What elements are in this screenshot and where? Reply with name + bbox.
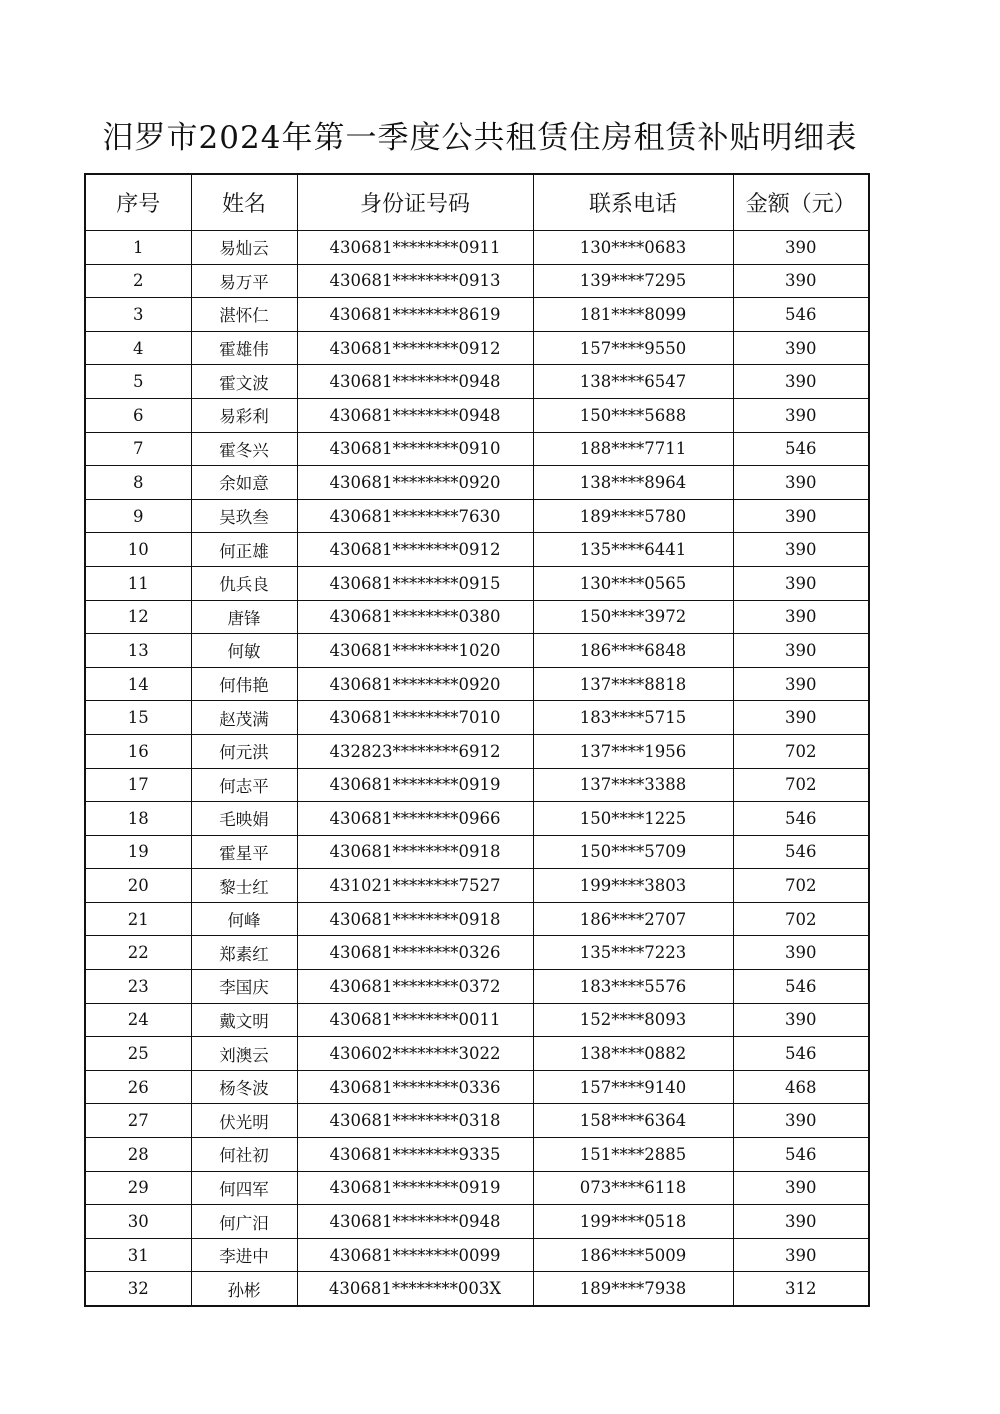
cell-amount: 390 [733, 667, 869, 701]
cell-amount: 390 [733, 331, 869, 365]
cell-name: 易彩利 [191, 398, 297, 432]
cell-amount: 390 [733, 231, 869, 265]
cell-id: 430681********0919 [297, 1171, 533, 1205]
cell-no: 13 [85, 634, 191, 668]
cell-id: 430681********0918 [297, 902, 533, 936]
table-row [85, 566, 869, 600]
table-row [85, 1104, 869, 1138]
cell-phone: 152****8093 [533, 1003, 733, 1037]
cell-no: 6 [85, 398, 191, 432]
cell-id: 430681********0318 [297, 1104, 533, 1138]
cell-name: 郑素红 [191, 936, 297, 970]
cell-phone: 138****6547 [533, 365, 733, 399]
cell-phone: 073****6118 [533, 1171, 733, 1205]
cell-phone: 189****7938 [533, 1272, 733, 1306]
cell-phone: 157****9140 [533, 1070, 733, 1104]
cell-amount: 390 [733, 466, 869, 500]
cell-no: 9 [85, 499, 191, 533]
cell-no: 12 [85, 600, 191, 634]
table-row [85, 1138, 869, 1172]
cell-amount: 390 [733, 1238, 869, 1272]
table-row [85, 298, 869, 332]
cell-no: 1 [85, 231, 191, 265]
cell-phone: 186****5009 [533, 1238, 733, 1272]
cell-amount: 390 [733, 365, 869, 399]
cell-phone: 183****5715 [533, 701, 733, 735]
cell-name: 李国庆 [191, 970, 297, 1004]
table-row [85, 734, 869, 768]
cell-amount: 546 [733, 802, 869, 836]
cell-amount: 390 [733, 1171, 869, 1205]
table-row [85, 533, 869, 567]
cell-phone: 186****2707 [533, 902, 733, 936]
cell-phone: 183****5576 [533, 970, 733, 1004]
cell-phone: 137****1956 [533, 734, 733, 768]
cell-name: 孙彬 [191, 1272, 297, 1306]
cell-amount: 546 [733, 298, 869, 332]
cell-phone: 150****1225 [533, 802, 733, 836]
cell-no: 32 [85, 1272, 191, 1306]
cell-id: 430681********7010 [297, 701, 533, 735]
cell-no: 17 [85, 768, 191, 802]
table-row [85, 432, 869, 466]
cell-id: 430681********0913 [297, 264, 533, 298]
cell-name: 霍冬兴 [191, 432, 297, 466]
cell-id: 430681********0919 [297, 768, 533, 802]
cell-no: 21 [85, 902, 191, 936]
table-row [85, 331, 869, 365]
cell-amount: 390 [733, 566, 869, 600]
header-phone: 联系电话 [533, 174, 733, 231]
cell-name: 何元洪 [191, 734, 297, 768]
cell-phone: 130****0565 [533, 566, 733, 600]
cell-amount: 390 [733, 499, 869, 533]
cell-name: 霍雄伟 [191, 331, 297, 365]
cell-id: 430681********0948 [297, 1205, 533, 1239]
cell-amount: 390 [733, 1205, 869, 1239]
cell-no: 29 [85, 1171, 191, 1205]
cell-phone: 139****7295 [533, 264, 733, 298]
cell-phone: 150****5688 [533, 398, 733, 432]
cell-no: 30 [85, 1205, 191, 1239]
cell-name: 毛映娟 [191, 802, 297, 836]
cell-name: 李进中 [191, 1238, 297, 1272]
header-amount: 金额（元） [733, 174, 869, 231]
cell-name: 霍文波 [191, 365, 297, 399]
table-row [85, 398, 869, 432]
table-row [85, 1272, 869, 1306]
table-row [85, 1238, 869, 1272]
cell-name: 仇兵良 [191, 566, 297, 600]
table-row [85, 1070, 869, 1104]
table-row [85, 499, 869, 533]
cell-id: 430681********0915 [297, 566, 533, 600]
cell-id: 430681********9335 [297, 1138, 533, 1172]
table-row [85, 1037, 869, 1071]
table-row [85, 936, 869, 970]
cell-no: 7 [85, 432, 191, 466]
cell-name: 何志平 [191, 768, 297, 802]
table-row [85, 1205, 869, 1239]
cell-phone: 138****0882 [533, 1037, 733, 1071]
table-row [85, 667, 869, 701]
cell-id: 430681********0966 [297, 802, 533, 836]
table-header-row [85, 174, 869, 231]
table-body [85, 231, 869, 1307]
cell-amount: 390 [733, 634, 869, 668]
cell-phone: 137****8818 [533, 667, 733, 701]
cell-id: 430681********0380 [297, 600, 533, 634]
cell-id: 430602********3022 [297, 1037, 533, 1071]
cell-phone: 138****8964 [533, 466, 733, 500]
cell-id: 430681********0099 [297, 1238, 533, 1272]
cell-name: 易灿云 [191, 231, 297, 265]
cell-phone: 181****8099 [533, 298, 733, 332]
table-row [85, 970, 869, 1004]
table-row [85, 869, 869, 903]
cell-name: 杨冬波 [191, 1070, 297, 1104]
subsidy-table [84, 173, 870, 1307]
cell-no: 16 [85, 734, 191, 768]
cell-amount: 546 [733, 1138, 869, 1172]
cell-phone: 186****6848 [533, 634, 733, 668]
page-title: 汨罗市2024年第一季度公共租赁住房租赁补贴明细表 [102, 120, 858, 156]
cell-phone: 199****3803 [533, 869, 733, 903]
cell-id: 430681********1020 [297, 634, 533, 668]
table-row [85, 1171, 869, 1205]
cell-id: 430681********0372 [297, 970, 533, 1004]
cell-id: 430681********0911 [297, 231, 533, 265]
cell-no: 5 [85, 365, 191, 399]
cell-amount: 312 [733, 1272, 869, 1306]
cell-phone: 150****3972 [533, 600, 733, 634]
cell-no: 2 [85, 264, 191, 298]
cell-name: 黎士红 [191, 869, 297, 903]
table-row [85, 1003, 869, 1037]
cell-id: 430681********003X [297, 1272, 533, 1306]
cell-name: 何峰 [191, 902, 297, 936]
header-id: 身份证号码 [297, 174, 533, 231]
table-row [85, 365, 869, 399]
cell-amount: 390 [733, 936, 869, 970]
cell-amount: 390 [733, 264, 869, 298]
table-row [85, 701, 869, 735]
cell-no: 14 [85, 667, 191, 701]
cell-id: 430681********0912 [297, 533, 533, 567]
cell-phone: 150****5709 [533, 835, 733, 869]
cell-name: 何广汨 [191, 1205, 297, 1239]
cell-no: 3 [85, 298, 191, 332]
cell-name: 何四军 [191, 1171, 297, 1205]
cell-phone: 199****0518 [533, 1205, 733, 1239]
cell-no: 15 [85, 701, 191, 735]
cell-id: 430681********0918 [297, 835, 533, 869]
cell-no: 18 [85, 802, 191, 836]
table-row [85, 802, 869, 836]
cell-no: 25 [85, 1037, 191, 1071]
cell-id: 431021********7527 [297, 869, 533, 903]
cell-no: 28 [85, 1138, 191, 1172]
cell-phone: 137****3388 [533, 768, 733, 802]
cell-amount: 546 [733, 835, 869, 869]
cell-phone: 189****5780 [533, 499, 733, 533]
cell-no: 26 [85, 1070, 191, 1104]
table-row [85, 634, 869, 668]
table-row [85, 835, 869, 869]
cell-no: 31 [85, 1238, 191, 1272]
cell-name: 刘澳云 [191, 1037, 297, 1071]
cell-phone: 151****2885 [533, 1138, 733, 1172]
cell-name: 戴文明 [191, 1003, 297, 1037]
cell-name: 霍星平 [191, 835, 297, 869]
cell-name: 唐锋 [191, 600, 297, 634]
cell-phone: 135****6441 [533, 533, 733, 567]
table-row [85, 466, 869, 500]
cell-no: 27 [85, 1104, 191, 1138]
cell-id: 430681********0920 [297, 466, 533, 500]
cell-amount: 546 [733, 1037, 869, 1071]
cell-amount: 546 [733, 432, 869, 466]
cell-name: 赵茂满 [191, 701, 297, 735]
cell-amount: 702 [733, 768, 869, 802]
cell-amount: 390 [733, 1104, 869, 1138]
cell-no: 24 [85, 1003, 191, 1037]
cell-amount: 546 [733, 970, 869, 1004]
cell-id: 432823********6912 [297, 734, 533, 768]
cell-name: 何敏 [191, 634, 297, 668]
table-row [85, 264, 869, 298]
cell-id: 430681********0910 [297, 432, 533, 466]
cell-no: 22 [85, 936, 191, 970]
cell-amount: 702 [733, 734, 869, 768]
cell-amount: 390 [733, 533, 869, 567]
cell-amount: 390 [733, 701, 869, 735]
cell-id: 430681********0948 [297, 365, 533, 399]
table-row [85, 231, 869, 265]
cell-id: 430681********0912 [297, 331, 533, 365]
cell-id: 430681********0336 [297, 1070, 533, 1104]
cell-id: 430681********8619 [297, 298, 533, 332]
cell-name: 何社初 [191, 1138, 297, 1172]
cell-no: 10 [85, 533, 191, 567]
cell-phone: 188****7711 [533, 432, 733, 466]
cell-phone: 158****6364 [533, 1104, 733, 1138]
cell-no: 20 [85, 869, 191, 903]
cell-amount: 702 [733, 869, 869, 903]
cell-id: 430681********7630 [297, 499, 533, 533]
cell-no: 8 [85, 466, 191, 500]
header-name: 姓名 [191, 174, 297, 231]
header-no: 序号 [85, 174, 191, 231]
cell-id: 430681********0948 [297, 398, 533, 432]
cell-name: 湛怀仁 [191, 298, 297, 332]
cell-name: 易万平 [191, 264, 297, 298]
cell-id: 430681********0326 [297, 936, 533, 970]
cell-no: 11 [85, 566, 191, 600]
cell-no: 4 [85, 331, 191, 365]
cell-id: 430681********0920 [297, 667, 533, 701]
cell-id: 430681********0011 [297, 1003, 533, 1037]
cell-phone: 135****7223 [533, 936, 733, 970]
cell-phone: 157****9550 [533, 331, 733, 365]
cell-amount: 702 [733, 902, 869, 936]
cell-amount: 390 [733, 1003, 869, 1037]
cell-name: 吴玖叁 [191, 499, 297, 533]
cell-name: 余如意 [191, 466, 297, 500]
cell-no: 23 [85, 970, 191, 1004]
cell-amount: 468 [733, 1070, 869, 1104]
cell-amount: 390 [733, 600, 869, 634]
cell-name: 何伟艳 [191, 667, 297, 701]
cell-name: 何正雄 [191, 533, 297, 567]
cell-amount: 390 [733, 398, 869, 432]
table-row [85, 768, 869, 802]
table-row [85, 600, 869, 634]
cell-phone: 130****0683 [533, 231, 733, 265]
cell-name: 伏光明 [191, 1104, 297, 1138]
table-row [85, 902, 869, 936]
cell-no: 19 [85, 835, 191, 869]
